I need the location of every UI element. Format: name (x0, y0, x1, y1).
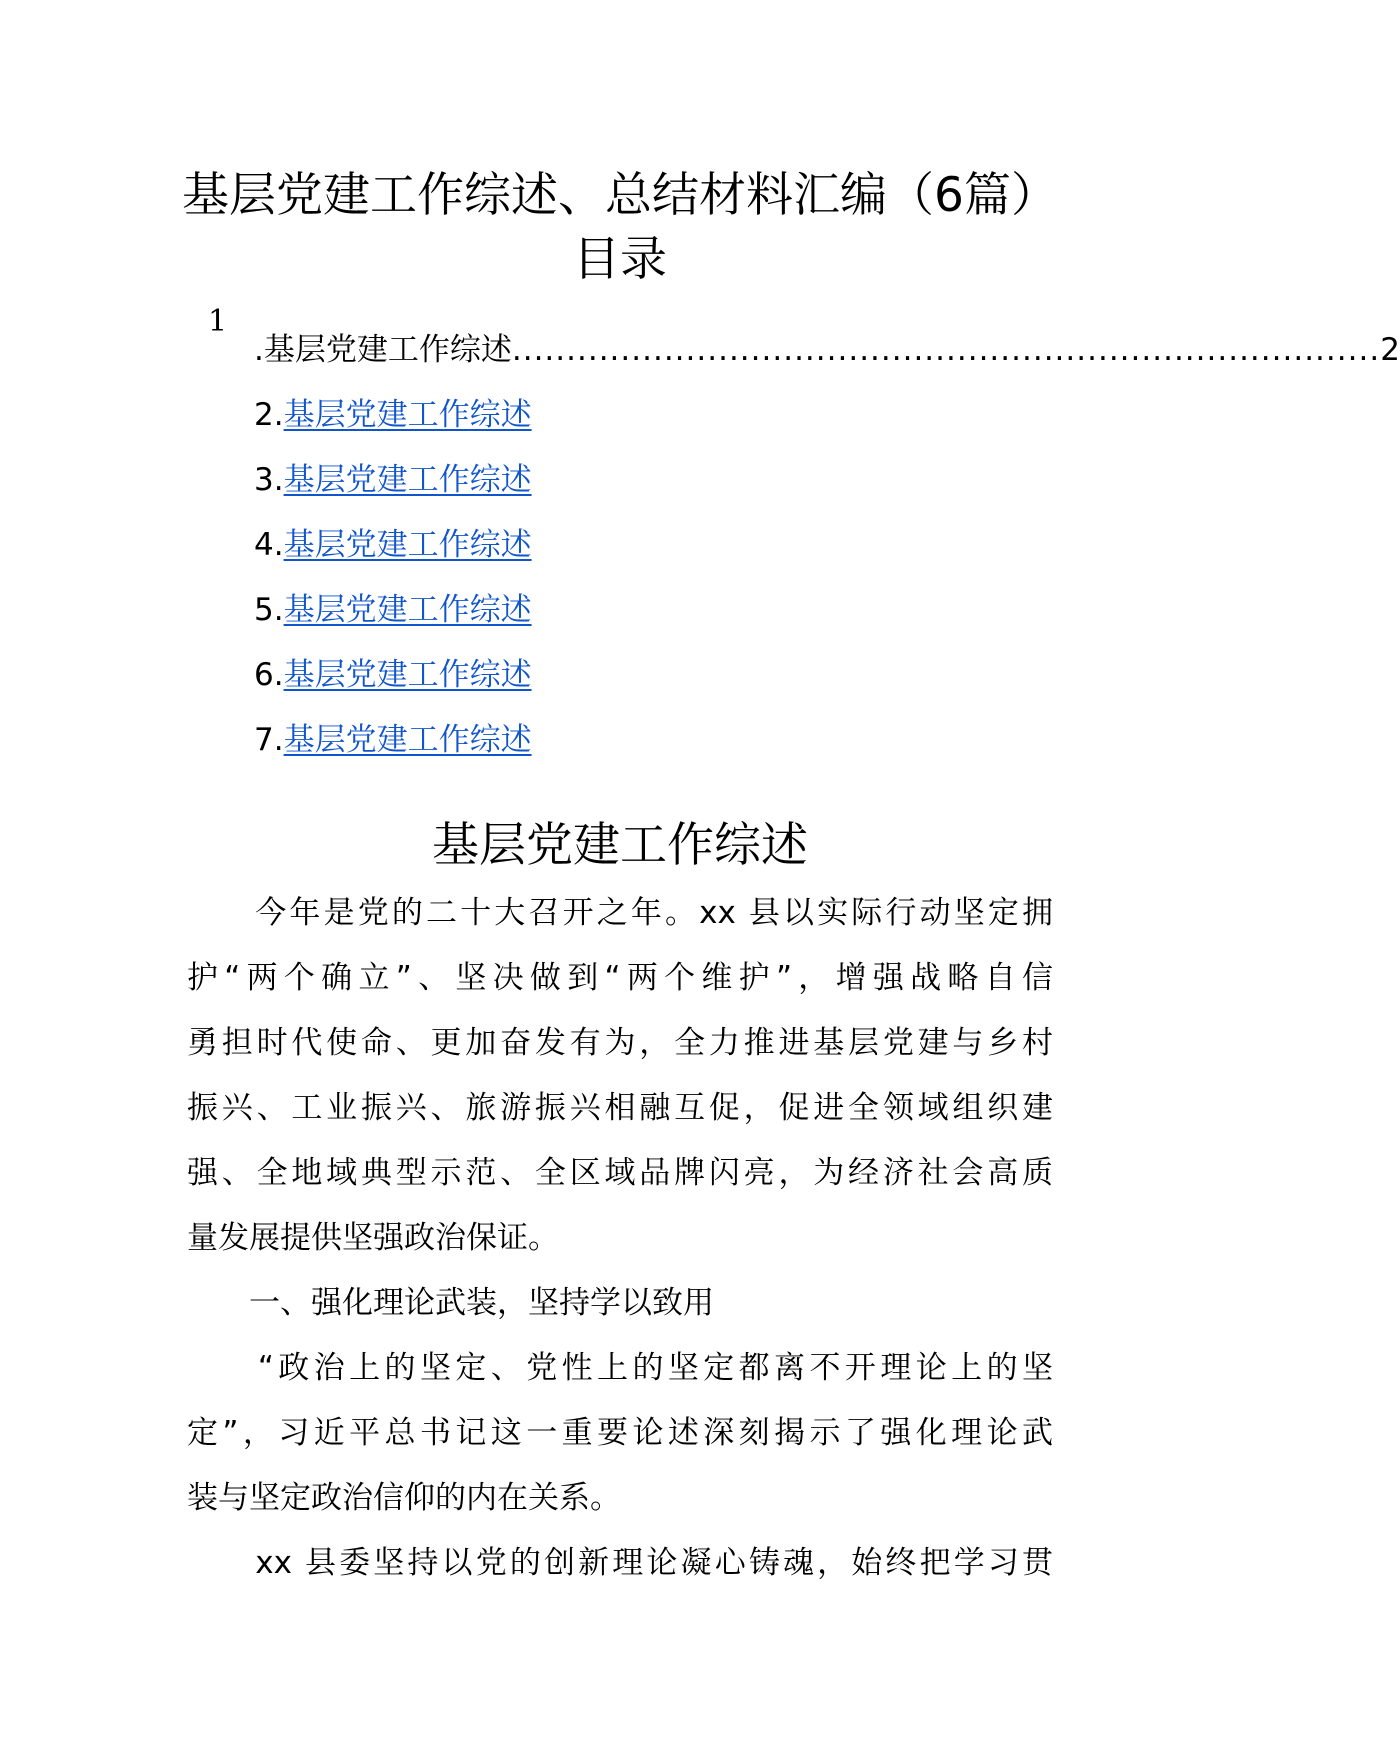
toc-entry-4[interactable] (254, 521, 532, 569)
toc-entry-3[interactable] (254, 456, 532, 504)
toc-entry-number: 4. (254, 527, 284, 563)
body-line: “政治上的坚定、党性上的坚定都离不开理论上的坚 (187, 1350, 1053, 1386)
body-line: 护“两个确立”、坚决做到“两个维护”，增强战略自信 (187, 960, 1053, 996)
body-line: 今年是党的二十大召开之年。xx 县以实际行动坚定拥 (187, 895, 1053, 931)
document-title: 基层党建工作综述、总结材料汇编（6篇） (182, 168, 1058, 223)
toc-dot-leader: ................................................................................ (511, 332, 1381, 368)
toc-heading: 目录 (573, 232, 667, 287)
toc-entry-7[interactable] (254, 716, 532, 764)
toc-entry-number: 6. (254, 657, 284, 693)
body-line: xx 县委坚持以党的创新理论凝心铸魂，始终把学习贯 (187, 1545, 1053, 1581)
toc-entry-link[interactable]: 基层党建工作综述 (283, 722, 532, 758)
body-line: 振兴、工业振兴、旅游振兴相融互促，促进全领域组织建 (187, 1090, 1053, 1126)
toc-entry-page: 2 (1380, 332, 1400, 368)
toc-entry-label: .基层党建工作综述 (254, 332, 512, 368)
body-line: 强、全地域典型示范、全区域品牌闪亮，为经济社会高质 (187, 1155, 1053, 1191)
body-line: 装与坚定政治信仰的内在关系。 (187, 1480, 621, 1516)
section-title: 基层党建工作综述 (432, 818, 808, 873)
toc-entry-6[interactable] (254, 651, 532, 699)
toc-entry-number: 3. (254, 462, 284, 498)
toc-entry-link[interactable]: 基层党建工作综述 (283, 657, 532, 693)
toc-entry-number: 5. (254, 592, 284, 628)
toc-entry-link[interactable]: 基层党建工作综述 (283, 592, 532, 628)
toc-entry-link[interactable]: 基层党建工作综述 (283, 397, 532, 433)
page-number: 1 (208, 304, 228, 339)
body-line: 勇担时代使命、更加奋发有为，全力推进基层党建与乡村 (187, 1025, 1053, 1061)
toc-entry-1[interactable] (254, 326, 1400, 374)
body-line: 量发展提供坚强政治保证。 (187, 1220, 559, 1256)
toc-entry-5[interactable] (254, 586, 532, 634)
toc-entry-link[interactable]: 基层党建工作综述 (283, 527, 532, 563)
section-heading: 一、强化理论武装，坚持学以致用 (187, 1285, 714, 1321)
toc-entry-number: 7. (254, 722, 284, 758)
toc-entry-number: 2. (254, 397, 284, 433)
toc-entry-link[interactable]: 基层党建工作综述 (283, 462, 532, 498)
body-line: 定”，习近平总书记这一重要论述深刻揭示了强化理论武 (187, 1415, 1053, 1451)
toc-entry-2[interactable] (254, 391, 532, 439)
